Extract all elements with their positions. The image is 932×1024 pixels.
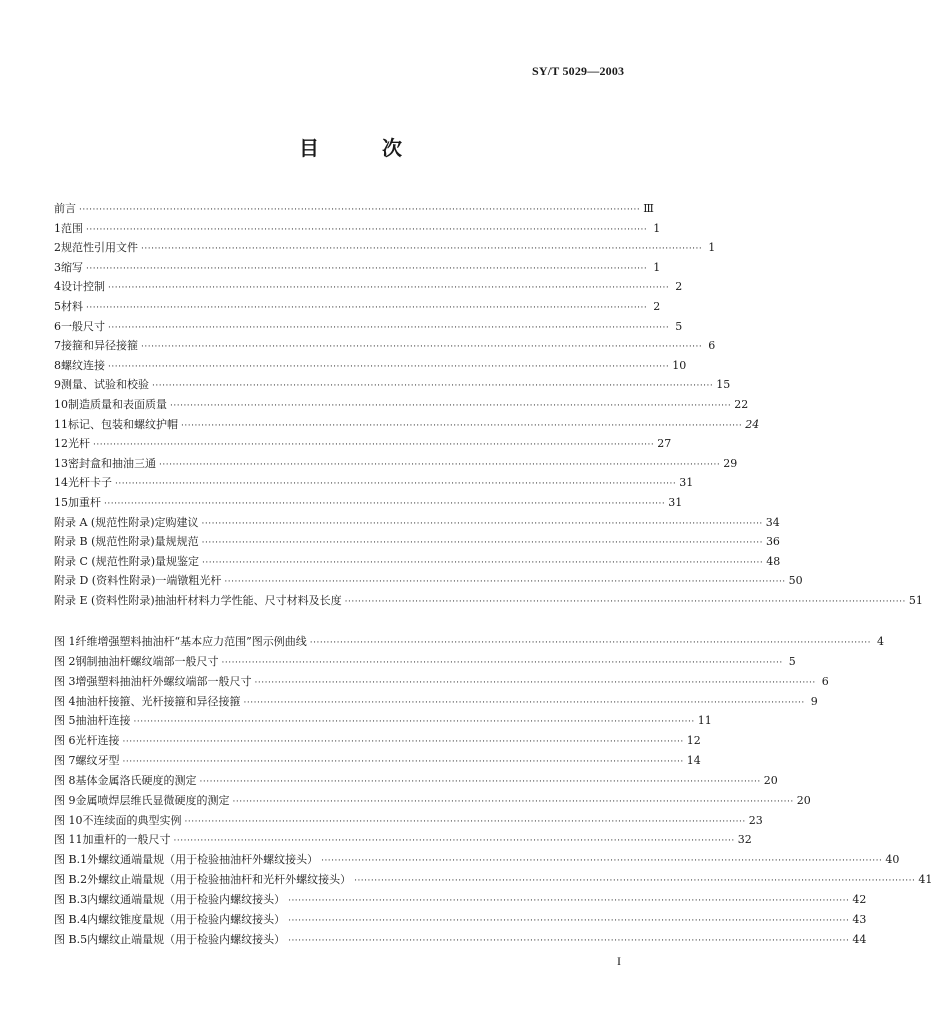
toc-number: 图 6	[54, 734, 76, 748]
toc-number: 图 B.1	[54, 853, 88, 867]
toc-leader	[123, 753, 684, 773]
toc-number: 图 3	[54, 674, 76, 688]
toc-label: 外螺纹通端量规（用于检验抽油杆外螺纹接头）	[87, 853, 319, 867]
toc-label: 密封盒和抽油三通	[68, 456, 156, 470]
toc-label: 制造质量和表面质量	[68, 397, 167, 411]
toc-number: 图 B.3	[54, 892, 88, 906]
toc-page: 40	[885, 853, 900, 867]
toc-number: 图 9	[54, 793, 76, 807]
toc-leader	[108, 319, 669, 339]
toc-label: 内螺纹通端量规（用于检验内螺纹接头）	[87, 892, 286, 906]
toc-label: 测量、试验和校验	[61, 378, 149, 392]
page-number: I	[617, 954, 621, 968]
toc-page: 20	[763, 773, 778, 787]
toc-leader	[244, 694, 805, 714]
toc-number: 图 4	[54, 694, 76, 708]
toc-page: 43	[852, 912, 867, 926]
toc-figure-6[interactable]	[54, 731, 701, 751]
toc-figure-b1[interactable]	[54, 850, 900, 870]
toc-label: 一端镦粗光杆	[155, 574, 222, 588]
toc-number: 10	[54, 397, 68, 411]
toc-page: 44	[852, 932, 867, 946]
toc-leader	[185, 813, 746, 833]
toc-leader	[222, 654, 783, 674]
toc-label: 光杆卡子	[68, 476, 112, 490]
toc-page: 31	[679, 476, 694, 490]
toc-label: 钢制抽油杆螺纹端部一般尺寸	[75, 654, 219, 668]
toc-figure-10[interactable]	[54, 811, 763, 831]
toc-number: 11	[54, 417, 68, 431]
toc-entry-15[interactable]	[54, 493, 683, 513]
toc-label: 纤维增强塑料抽油杆“基本应力范围”图示例曲线	[75, 635, 307, 648]
toc-number: 15	[54, 495, 68, 509]
toc-leader	[233, 793, 794, 813]
toc-leader	[134, 713, 695, 733]
toc-label: 缩写	[61, 260, 83, 274]
toc-page: 2	[675, 280, 683, 294]
toc-label: 抽油杆连接	[75, 714, 131, 728]
toc-number: 图 B.4	[54, 912, 88, 926]
toc-page: 51	[908, 593, 923, 607]
toc-label: 基体金属洛氏硬度的测定	[75, 773, 197, 787]
toc-entry-9[interactable]	[54, 375, 731, 395]
toc-leader	[93, 436, 654, 456]
toc-label: 设计控制	[61, 280, 105, 294]
toc-figure-2[interactable]	[54, 652, 796, 672]
toc-label: 定购建议	[154, 515, 199, 529]
toc-label: 标记、包装和螺纹护帽	[68, 417, 178, 431]
toc-entry-6[interactable]	[54, 317, 683, 337]
toc-entry-annex-a[interactable]	[54, 513, 780, 533]
toc-number: 图 B.5	[54, 932, 88, 946]
toc-leader	[123, 733, 684, 753]
toc-page: 11	[697, 714, 712, 728]
toc-page: 22	[734, 397, 749, 411]
toc-label: 加重杆的一般尺寸	[82, 833, 171, 847]
toc-page: 5	[788, 654, 796, 668]
toc-label: 范围	[61, 221, 83, 235]
toc-label: 加重杆	[68, 495, 101, 509]
toc-leader	[108, 279, 669, 299]
toc-leader	[255, 674, 816, 694]
toc-page: 10	[672, 358, 687, 372]
toc-entry-foreword[interactable]	[54, 199, 654, 219]
toc-figure-b2[interactable]	[54, 870, 932, 890]
toc-page: 6	[708, 339, 716, 353]
toc-label: 螺纹连接	[61, 358, 105, 372]
toc-entry-3[interactable]	[54, 258, 661, 278]
toc-leader	[288, 912, 849, 932]
toc-figure-8[interactable]	[54, 771, 778, 791]
toc-label: 增强塑料抽油杆外螺纹端部一般尺寸	[75, 674, 252, 688]
toc-leader	[345, 593, 906, 613]
toc-entry-1[interactable]	[54, 219, 661, 239]
toc-label: 光杆连接	[75, 734, 120, 748]
toc-number: 附录 E (资料性附录)	[54, 593, 155, 607]
toc-label: 光杆	[68, 437, 90, 451]
toc-page: 5	[675, 319, 683, 333]
toc-number: 附录 A (规范性附录)	[54, 515, 155, 529]
toc-label: 金属喷焊层维氏显微硬度的测定	[75, 793, 230, 807]
toc-number: 图 10	[54, 813, 83, 827]
toc-number: 8	[54, 358, 61, 372]
toc-page: 1	[708, 241, 716, 255]
toc-label: 规范性引用文件	[61, 241, 138, 255]
toc-page: 15	[716, 378, 731, 392]
toc-number: 图 2	[54, 654, 76, 668]
toc-leader	[115, 475, 676, 495]
toc-leader	[170, 397, 731, 417]
toc-figures	[54, 632, 932, 950]
toc-label: 外螺纹止端量规（用于检验抽油杆和光杆外螺纹接头）	[87, 873, 352, 887]
toc-label: 抽油杆接箍、光杆接箍和异径接箍	[75, 694, 241, 708]
page-title: 目 次	[299, 136, 430, 160]
toc-label: 量规鉴定	[155, 554, 199, 568]
toc-entry-7[interactable]	[54, 336, 716, 356]
toc-figure-4[interactable]	[54, 692, 818, 712]
toc-page: 27	[657, 437, 672, 451]
toc-entry-2[interactable]	[54, 238, 716, 258]
toc-page: 23	[748, 813, 763, 827]
toc-figure-b4[interactable]	[54, 910, 867, 930]
toc-leader	[288, 892, 849, 912]
toc-entry-4[interactable]	[54, 277, 683, 297]
toc-figure-7[interactable]	[54, 751, 701, 771]
toc-number: 6	[54, 319, 61, 333]
toc-number: 图 B.2	[54, 873, 88, 887]
toc-number: 图 8	[54, 773, 76, 787]
toc-leader	[86, 221, 647, 241]
toc-number: 图 11	[54, 833, 83, 847]
toc-entry-12[interactable]	[54, 434, 672, 454]
toc-number: 5	[54, 299, 61, 313]
toc-figure-b5[interactable]	[54, 930, 867, 950]
toc-entry-14[interactable]	[54, 473, 694, 493]
toc-page: 12	[686, 734, 701, 748]
toc-leader	[200, 773, 761, 793]
toc-page: Ⅲ	[643, 202, 654, 215]
toc-page: 1	[653, 221, 661, 235]
toc-label: 前言	[54, 202, 76, 215]
toc-page: 1	[653, 260, 661, 274]
toc-page: 42	[852, 892, 867, 906]
toc-page: 41	[918, 873, 932, 887]
document-code: SY/T 5029—2003	[532, 64, 625, 78]
toc-entry-8[interactable]	[54, 356, 687, 376]
toc-label: 接箍和异径接箍	[61, 339, 138, 353]
toc-number: 图 7	[54, 754, 76, 768]
toc-leader	[86, 299, 647, 319]
toc-leader	[202, 554, 763, 574]
toc-label: 一般尺寸	[61, 319, 105, 333]
toc-figure-b3[interactable]	[54, 890, 867, 910]
toc-page: 29	[723, 456, 738, 470]
toc-label: 内螺纹止端量规（用于检验内螺纹接头）	[87, 932, 286, 946]
toc-leader	[202, 515, 763, 535]
toc-page: 14	[686, 754, 701, 768]
toc-number: 12	[54, 437, 68, 451]
toc-number: 3	[54, 260, 61, 274]
toc-entry-annex-c[interactable]	[54, 552, 781, 572]
toc-number: 1	[54, 221, 61, 235]
toc-entry-10[interactable]	[54, 395, 749, 415]
toc-number: 14	[54, 476, 68, 490]
toc-leader	[354, 872, 915, 892]
toc-figure-9[interactable]	[54, 791, 811, 811]
toc-page: 36	[765, 535, 780, 549]
toc-page: 48	[766, 554, 781, 568]
toc-number: 附录 C (规范性附录)	[54, 554, 155, 568]
toc-leader	[86, 260, 647, 280]
toc-leader	[321, 852, 882, 872]
toc-number: 附录 B (规范性附录)	[54, 535, 155, 549]
toc-number: 图 5	[54, 714, 76, 728]
toc-entry-11[interactable]	[54, 415, 760, 435]
toc-entry-annex-d[interactable]	[54, 571, 803, 591]
toc-label: 量规规范	[154, 535, 199, 549]
toc-figure-1[interactable]	[54, 632, 885, 652]
toc-leader	[141, 240, 702, 260]
toc-leader	[288, 932, 849, 952]
toc-label: 螺纹牙型	[75, 754, 120, 768]
toc-entry-13[interactable]	[54, 454, 738, 474]
toc-number: 7	[54, 339, 61, 353]
toc-page: 34	[765, 515, 780, 529]
toc-page: 31	[668, 495, 683, 509]
toc-figure-3[interactable]	[54, 672, 829, 692]
toc-figure-5[interactable]	[54, 711, 712, 731]
toc-number: 4	[54, 280, 61, 294]
toc-page: 2	[653, 299, 661, 313]
toc-page: 4	[877, 635, 885, 648]
toc-leader	[79, 201, 640, 221]
toc-leader	[152, 377, 713, 397]
toc-leader	[159, 456, 720, 476]
toc-label: 不连续面的典型实例	[82, 813, 182, 827]
toc-number: 9	[54, 378, 61, 392]
toc-leader	[202, 534, 763, 554]
toc-number: 13	[54, 456, 68, 470]
toc-label: 抽油杆材料力学性能、尺寸材料及长度	[154, 593, 342, 607]
toc-number: 附录 D (资料性附录)	[54, 574, 156, 588]
toc-page: 20	[796, 793, 811, 807]
toc-entry-5[interactable]	[54, 297, 661, 317]
toc-entry-annex-b[interactable]	[54, 532, 780, 552]
toc-leader	[141, 338, 702, 358]
toc-label: 内螺纹锥度量规（用于检验内螺纹接头）	[87, 912, 286, 926]
toc-label: 材料	[61, 299, 83, 313]
toc-page: 50	[788, 574, 803, 588]
toc-page: 6	[821, 674, 829, 688]
toc-sections	[54, 199, 923, 610]
toc-entry-annex-e[interactable]	[54, 591, 923, 611]
toc-number: 图 1	[54, 635, 76, 648]
toc-figure-11[interactable]	[54, 830, 752, 850]
toc-leader	[108, 358, 669, 378]
toc-page: 24	[745, 417, 760, 431]
toc-number: 2	[54, 241, 61, 255]
toc-page: 32	[737, 833, 752, 847]
toc-page: 9	[810, 694, 818, 708]
